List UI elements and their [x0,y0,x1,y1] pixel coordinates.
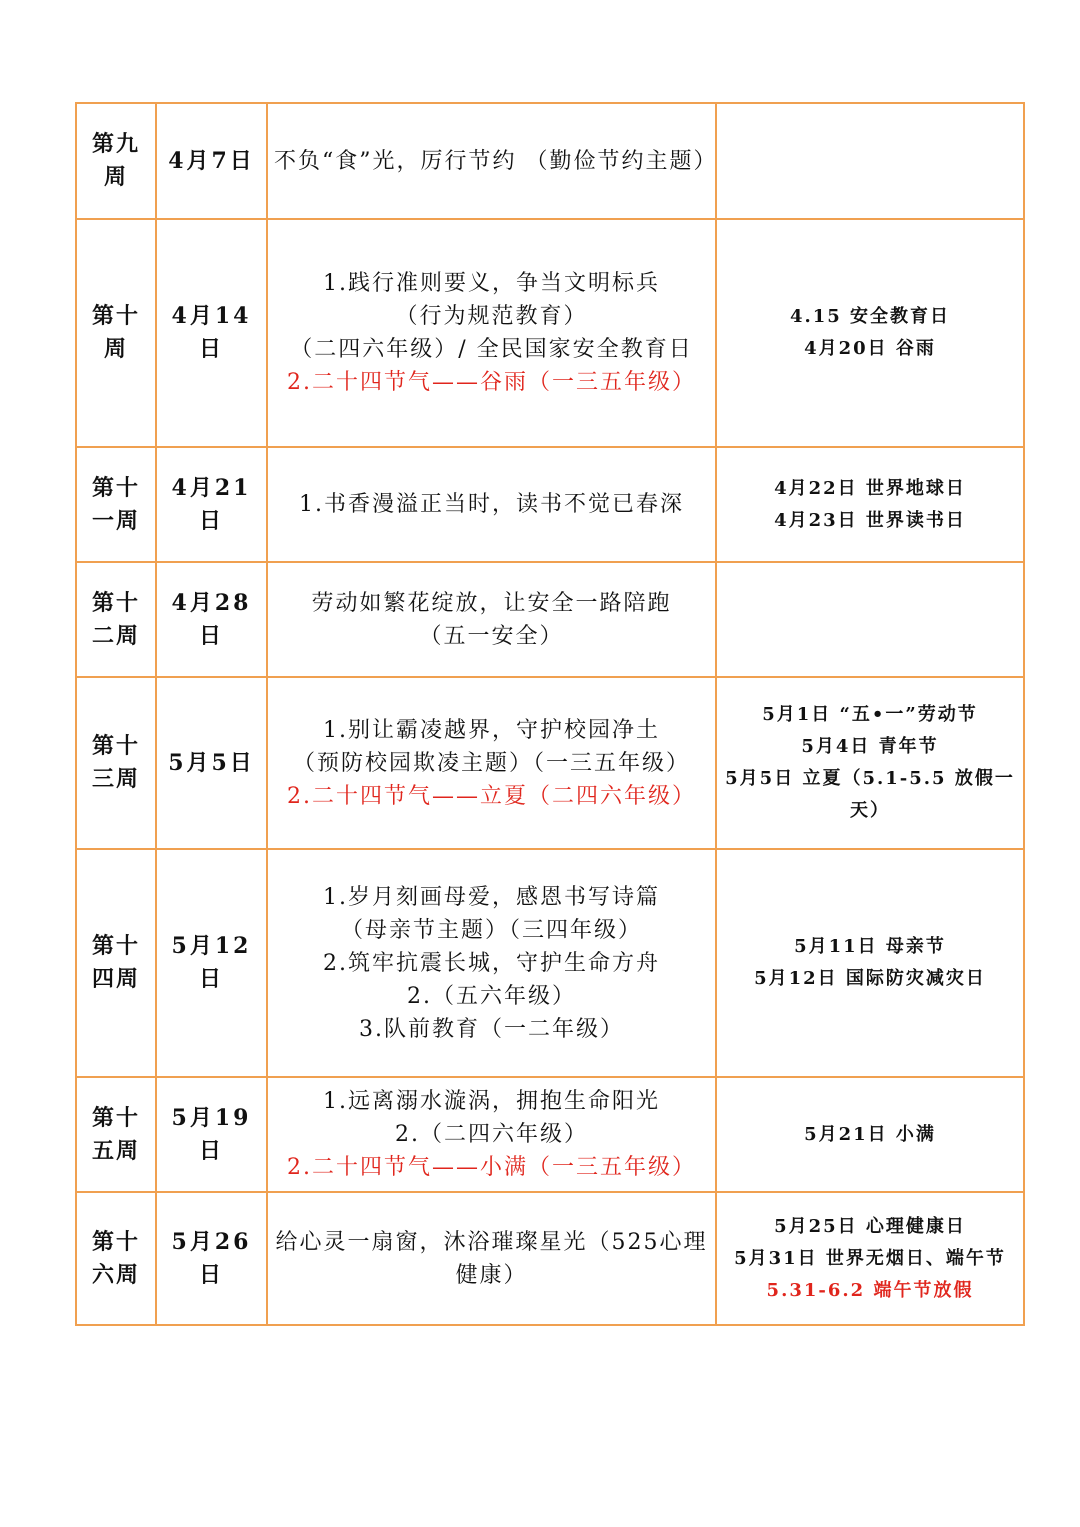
theme-line: 1.书香漫溢正当时，读书不觉已春深 [299,492,684,517]
notes-cell [716,103,1024,219]
theme-line: 2.（二四六年级） [395,1122,588,1147]
table-row [76,677,1024,849]
theme-line: 1.践行准则要义，争当文明标兵 [323,271,660,296]
note-line: 5月1日 “五•一”劳动节 [762,704,978,725]
theme-line: 1.别让霸凌越界，守护校园净土 [323,717,660,743]
theme-line: 劳动如繁花绽放，让安全一路陪跑 [311,590,672,616]
theme-line: 不负“食”光，厉行节约 （勤俭节约主题） [274,148,718,174]
week-cell: 第十六周 [76,1192,156,1325]
theme-line: 1.远离溺水漩涡，拥抱生命阳光 [323,1089,660,1114]
note-line: 5月31日 世界无烟日、端午节 [734,1247,1006,1269]
theme-cell [267,677,716,849]
theme-line: （母亲节主题）（三四年级） [340,917,642,943]
table-row [76,103,1024,219]
theme-cell [267,562,716,677]
theme-cell [267,1077,716,1192]
week-cell: 第十三周 [76,677,156,849]
date-cell: 5月5日 [156,677,267,849]
theme-line: 2.筑牢抗震长城，守护生命方舟 [323,950,660,976]
theme-cell [267,219,716,447]
note-line: 4月23日 世界读书日 [774,509,966,531]
note-line-highlight: 5.31-6.2 端午节放假 [766,1279,974,1301]
theme-line: （预防校园欺凌主题）（一三五年级） [292,750,690,776]
theme-cell [267,849,716,1077]
theme-line: （二四六年级）/ 全民国家安全教育日 [290,337,693,362]
note-line: 5月25日 心理健康日 [774,1215,966,1237]
note-line: 5月21日 小满 [804,1123,936,1145]
table-row [76,849,1024,1077]
notes-cell [716,219,1024,447]
week-cell: 第十一周 [76,447,156,562]
table-row [76,1192,1024,1325]
note-line: 5月4日 青年节 [801,736,939,757]
date-cell: 4月7日 [156,103,267,219]
theme-line: （五一安全） [419,623,564,649]
schedule-table [75,102,1025,1326]
theme-line: （行为规范教育） [395,304,588,329]
theme-line: 给心灵一扇窗，沐浴璀璨星光（525心理健康） [275,1229,708,1288]
week-cell: 第十五周 [76,1077,156,1192]
table-row [76,219,1024,447]
table-row [76,447,1024,562]
theme-line: 1.岁月刻画母爱，感恩书写诗篇 [323,884,660,910]
note-line: 4.15 安全教育日 [789,306,951,327]
theme-cell [267,1192,716,1325]
week-cell: 第十周 [76,219,156,447]
date-cell: 5月26日 [156,1192,267,1325]
notes-cell [716,447,1024,562]
theme-line: 3.队前教育（一二年级） [359,1016,624,1042]
week-cell: 第十四周 [76,849,156,1077]
date-cell: 5月19日 [156,1077,267,1192]
theme-line: 2.（五六年级） [407,983,576,1009]
week-cell: 第九周 [76,103,156,219]
notes-cell [716,1077,1024,1192]
note-line: 5月12日 国际防灾减灾日 [754,968,986,989]
date-cell: 4月28日 [156,562,267,677]
table-row [76,1077,1024,1192]
theme-cell [267,103,716,219]
notes-cell [716,562,1024,677]
theme-line-highlight: 2.二十四节气——谷雨（一三五年级） [287,370,696,395]
note-line: 4月22日 世界地球日 [774,477,966,499]
notes-cell [716,1192,1024,1325]
theme-line-highlight: 2.二十四节气——小满（一三五年级） [287,1155,696,1180]
note-line: 4月20日 谷雨 [804,338,936,359]
date-cell: 4月14日 [156,219,267,447]
date-cell: 4月21日 [156,447,267,562]
theme-cell [267,447,716,562]
theme-line-highlight: 2.二十四节气——立夏（二四六年级） [287,783,696,809]
notes-cell [716,849,1024,1077]
week-cell: 第十二周 [76,562,156,677]
date-cell: 5月12日 [156,849,267,1077]
note-line: 5月11日 母亲节 [794,936,946,957]
table-row [76,562,1024,677]
notes-cell [716,677,1024,849]
note-line: 5月5日 立夏（5.1-5.5 放假一天） [725,768,1015,821]
